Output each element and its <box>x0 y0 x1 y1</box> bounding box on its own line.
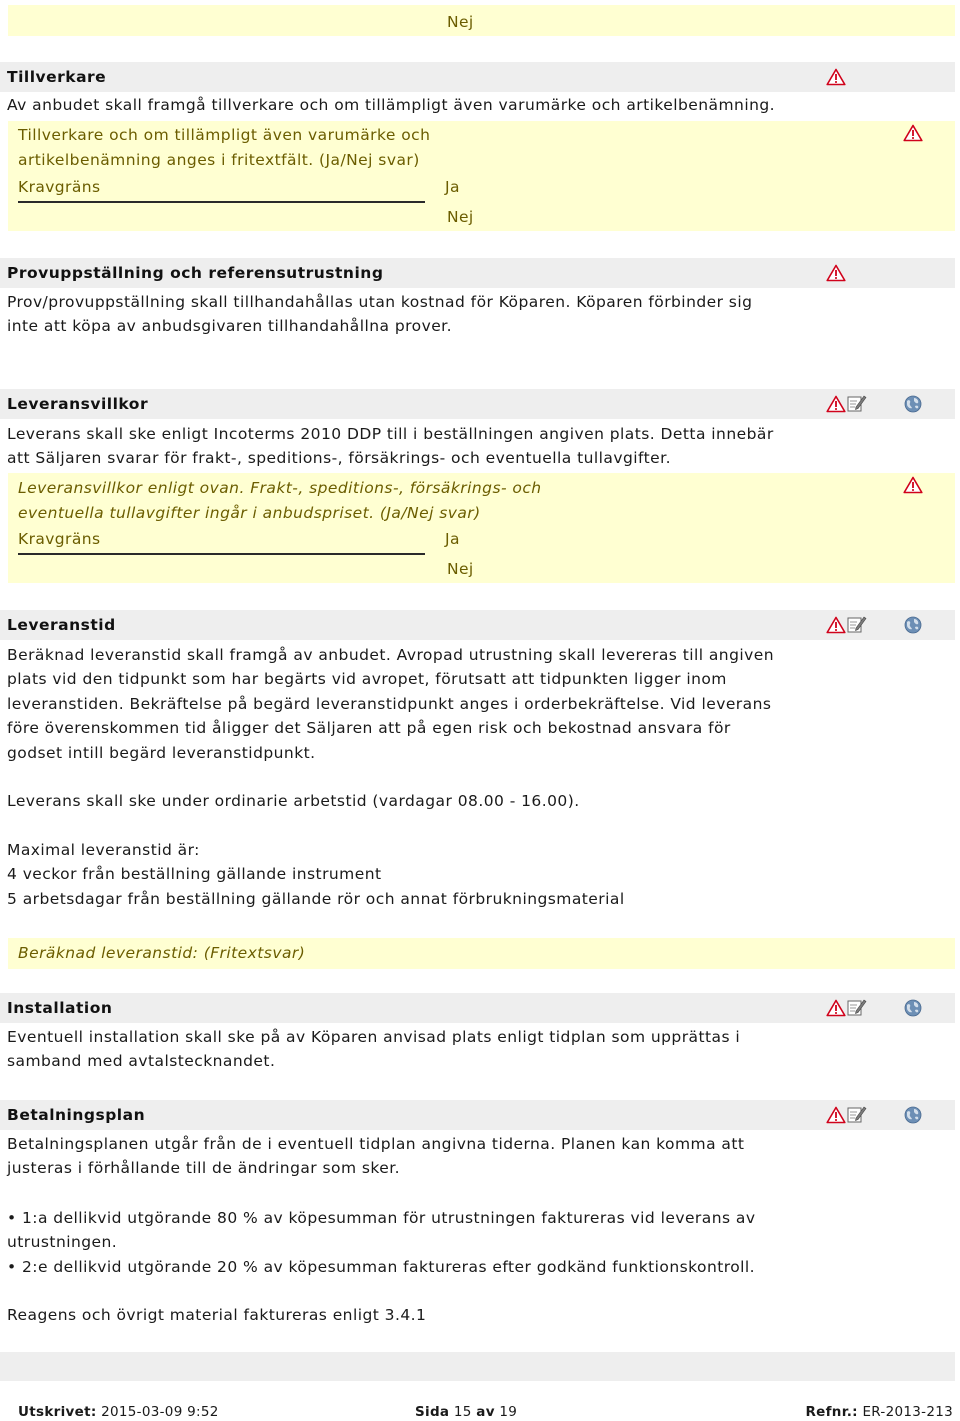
section-heading-bar-installation <box>0 993 955 1023</box>
footer-printed <box>18 1404 219 1421</box>
section-heading-bar-betalningsplan <box>0 1100 955 1130</box>
section-paragraph: Av anbudet skall framgå tillverkare och om tillämpligt även varumärke och artikelbenämning. <box>7 96 776 114</box>
section-title: Provuppställning och referensutrustning <box>7 264 384 282</box>
section-paragraph: Leverans skall ske under ordinarie arbetstid (vardagar 08.00 - 16.00). <box>7 792 580 810</box>
warning-icon <box>826 1106 846 1124</box>
requirement-text: Beräknad leveranstid: (Fritextsvar) <box>18 944 306 962</box>
footer-page-number <box>415 1404 517 1421</box>
threshold-label: Kravgräns <box>18 178 101 196</box>
answer-box-continued <box>8 5 955 36</box>
section-title: Leveranstid <box>7 616 116 634</box>
section-heading-bar-provuppstallning <box>0 258 955 288</box>
footer-ref-label: Refnr.: <box>805 1404 858 1420</box>
answer-option-ja: Ja <box>445 178 460 196</box>
warning-icon <box>826 395 846 413</box>
warning-icon <box>826 264 846 282</box>
edit-icon <box>847 615 867 633</box>
edit-icon <box>847 394 867 412</box>
answer-option-nej: Nej <box>447 208 474 226</box>
footer-reference <box>805 1404 953 1421</box>
section-heading-bar-leveranstid <box>0 610 955 640</box>
answer-option-ja: Ja <box>445 530 460 548</box>
threshold-label: Kravgräns <box>18 530 101 548</box>
footer-printed-label: Utskrivet: <box>18 1404 97 1420</box>
section-paragraph: Eventuell installation skall ske på av Köparen anvisad plats enligt tidplan som upprättas i samband med avtalstecknandet. <box>7 1028 741 1071</box>
globe-icon <box>904 395 922 413</box>
section-paragraph: Beräknad leveranstid skall framgå av anbudet. Avropad utrustning skall levereras till angiven plats vid den tidpunkt som har begärts vid avropet, förutsatt att tidpunkten ligger inom leveranstiden. Bekräftelse på begärd leveranstidpunkt anges i orderbekräftelse. Vid leverans före överenskommen tid åligger det Säljaren att på egen risk och bekostnad ansvara för godset intill begärd leveranstidpunkt. <box>7 646 775 762</box>
edit-icon <box>847 998 867 1016</box>
footer-page-total: 19 <box>499 1404 518 1420</box>
globe-icon <box>904 1106 922 1124</box>
footer-printed-value: 2015-03-09 9:52 <box>101 1404 219 1420</box>
requirement-box <box>8 473 955 583</box>
section-paragraph: Reagens och övrigt material faktureras enligt 3.4.1 <box>7 1306 427 1324</box>
warning-icon <box>826 999 846 1017</box>
requirement-text: Tillverkare och om tillämpligt även varumärke och artikelbenämning anges i fritextfält. (Ja/Nej svar) <box>18 126 431 169</box>
warning-icon <box>903 476 923 494</box>
answer-option-nej: Nej <box>447 560 474 578</box>
warning-icon <box>826 616 846 634</box>
section-title: Tillverkare <box>7 68 107 86</box>
section-title: Betalningsplan <box>7 1106 146 1124</box>
answer-option-nej: Nej <box>447 13 474 31</box>
bullet-list: • 1:a dellikvid utgörande 80 % av köpesumman för utrustningen faktureras vid leverans av utrustningen. • 2:e dellikvid utgörande 20 % av köpesumman faktureras efter godkänd funktionskontroll. <box>7 1209 756 1276</box>
threshold-underline <box>18 201 425 203</box>
warning-icon <box>826 68 846 86</box>
footer-page-current: 15 <box>453 1404 472 1420</box>
requirement-text: Leveransvillkor enligt ovan. Frakt-, speditions-, försäkrings- och eventuella tullavgifter ingår i anbudspriset. (Ja/Nej svar) <box>18 479 542 522</box>
section-heading-bar-tillverkare <box>0 62 955 92</box>
globe-icon <box>904 999 922 1017</box>
section-title: Installation <box>7 999 113 1017</box>
footer-page-label: Sida <box>415 1404 450 1420</box>
requirement-box <box>8 938 955 969</box>
section-paragraph: Leverans skall ske enligt Incoterms 2010 DDP till i beställningen angiven plats. Detta innebär att Säljaren svarar för frakt-, speditions-, försäkrings- och eventuella tullavgifter. <box>7 425 774 468</box>
footer-page-of-label: av <box>476 1404 495 1420</box>
threshold-underline <box>18 553 425 555</box>
warning-icon <box>903 124 923 142</box>
footer-ref-value: ER-2013-213 <box>862 1404 953 1420</box>
section-heading-bar-leveransvillkor <box>0 389 955 419</box>
section-paragraph: Betalningsplanen utgår från de i eventuell tidplan angivna tiderna. Planen kan komma att justeras i förhållande till de ändringar som sker. <box>7 1135 745 1178</box>
section-heading-bar-empty <box>0 1352 955 1381</box>
section-title: Leveransvillkor <box>7 395 149 413</box>
globe-icon <box>904 616 922 634</box>
section-paragraph: Maximal leveranstid är: 4 veckor från beställning gällande instrument 5 arbetsdagar från beställning gällande rör och annat förbrukningsmaterial <box>7 841 625 908</box>
edit-icon <box>847 1105 867 1123</box>
section-paragraph: Prov/provuppställning skall tillhandahållas utan kostnad för Köparen. Köparen förbinder sig inte att köpa av anbudsgivaren tillhandahållna prover. <box>7 293 753 336</box>
requirement-box <box>8 121 955 231</box>
